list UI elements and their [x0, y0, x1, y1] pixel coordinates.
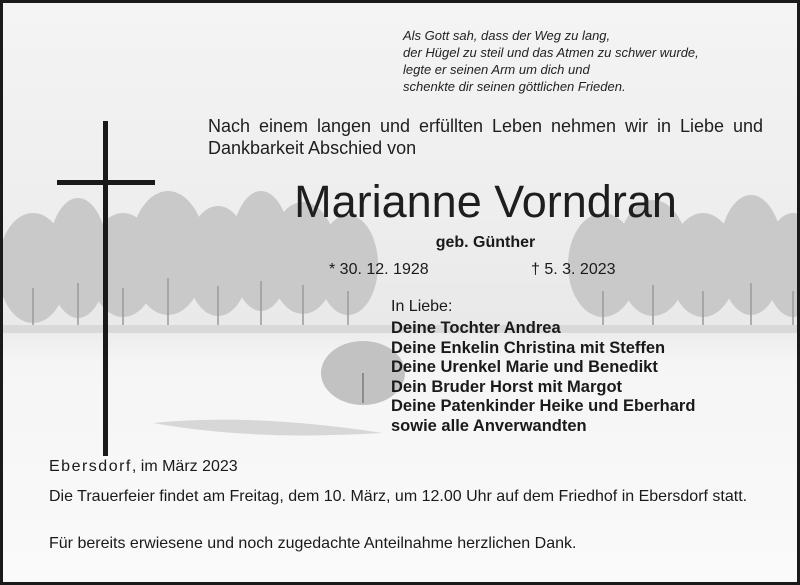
quote-line: Als Gott sah, dass der Weg zu lang,: [403, 28, 611, 43]
memorial-quote: [403, 27, 793, 95]
notice-date: , im März 2023: [131, 458, 238, 475]
maiden-name: geb. Günther: [435, 234, 536, 251]
mourner-entry: Deine Tochter Andrea: [391, 319, 561, 337]
funeral-info: Die Trauerfeier findet am Freitag, dem 10. März, um 12.00 Uhr auf dem Friedhof in Ebersdorf statt.: [49, 488, 748, 505]
mourner-entry: Deine Enkelin Christina mit Steffen: [391, 338, 666, 357]
death-date: † 5. 3. 2023: [531, 261, 616, 278]
place-date-line: [49, 457, 238, 477]
mourners-list: [391, 319, 791, 436]
thanks-note: Für bereits erwiesene und noch zugedachte Anteilnahme herzlichen Dank.: [49, 535, 577, 552]
mourner-entry: Dein Bruder Horst mit Margot: [391, 377, 623, 396]
quote-line: legte er seinen Arm um dich und: [403, 62, 590, 77]
place-name: Ebersdorf: [49, 458, 132, 475]
quote-line: schenkte dir seinen göttlichen Frieden.: [403, 79, 626, 94]
intro-text: Nach einem langen und erfüllten Leben nehmen wir in Liebe und Dankbarkeit Abschied von: [208, 116, 763, 158]
mourners-section: [391, 297, 791, 436]
mourner-entry: Deine Urenkel Marie und Benedikt: [391, 358, 658, 376]
quote-line: der Hügel zu steil und das Atmen zu schwer wurde,: [403, 45, 699, 60]
birth-date: * 30. 12. 1928: [329, 261, 429, 278]
mourner-entry: sowie alle Anverwandten: [391, 416, 587, 435]
cross-icon-beam: [57, 180, 155, 185]
mourners-label: In Liebe:: [391, 298, 453, 315]
cross-icon: [103, 121, 108, 456]
deceased-name: Marianne Vorndran: [294, 176, 677, 227]
mourner-entry: Deine Patenkinder Heike und Eberhard: [391, 397, 696, 415]
